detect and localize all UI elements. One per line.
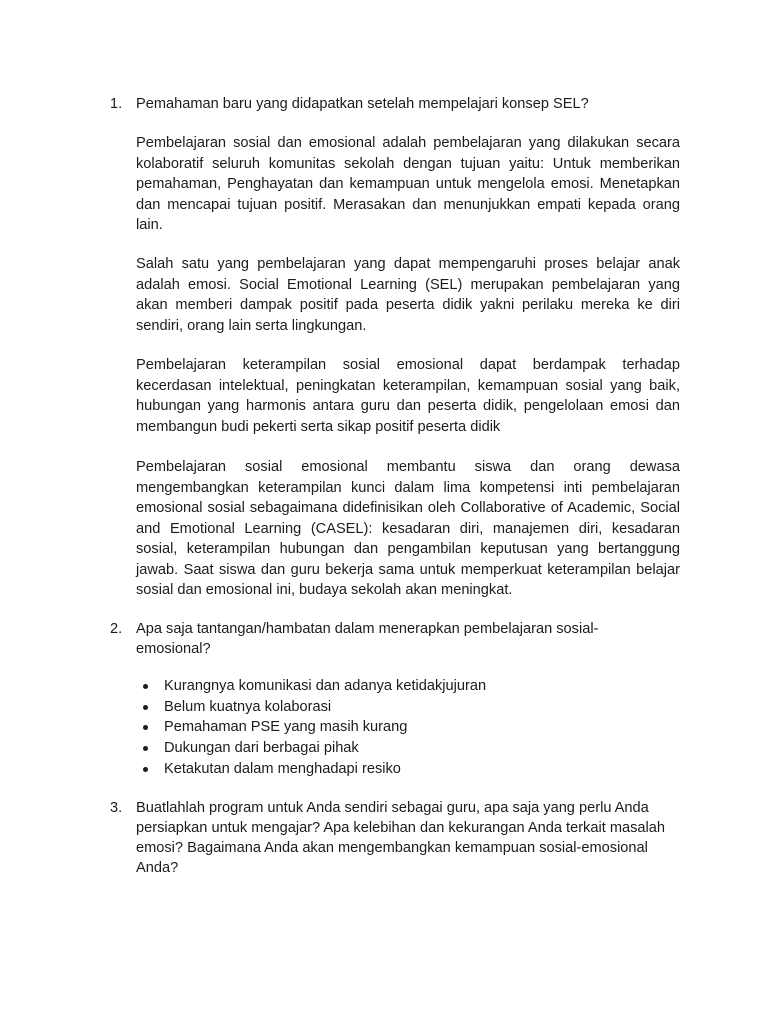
list-item-text: Dukungan dari berbagai pihak [164,740,359,757]
list-item [136,759,636,780]
question-number: 1. [110,96,123,112]
list-item [136,676,636,697]
list-item [136,697,636,718]
question-3 [110,798,680,878]
answer-paragraph-3: Pembelajaran keterampilan sosial emosional dapat berdampak terhadap kecerdasan intelektual, peningkatan keterampilan, kemampuan sosial yang baik, hubungan yang harmonis antara guru dan peserta didik, pengelolaan emosi dan membangun budi pekerti serta sikap positif peserta didik [136,357,680,435]
bullet-icon [143,767,148,772]
bullet-icon [143,684,148,689]
answer-paragraph-1: Pembelajaran sosial dan emosional adalah pembelajaran yang dilakukan secara kolaboratif seluruh komunitas sekolah dengan tujuan yaitu: Untuk memberikan pemahaman, Penghayatan dan kemampuan untuk mengelola emosi. Menetapkan dan mencapai tujuan positif. Merasakan dan menunjukkan empati kepada orang lain. [136,135,680,233]
challenges-list [136,676,636,779]
question-text: Apa saja tantangan/hambatan dalam menerapkan pembelajaran sosial-emosional? [136,621,599,657]
answer-paragraph-2: Salah satu yang pembelajaran yang dapat mempengaruhi proses belajar anak adalah emosi. Social Emotional Learning (SEL) merupakan pembelajaran yang akan memberi dampak positif pada peserta didik yakni perilaku mereka ke diri sendiri, orang lain serta lingkungan. [136,256,680,334]
bullet-icon [143,725,148,730]
list-item [136,738,636,759]
list-item-text: Belum kuatnya kolaborasi [164,698,332,715]
answer-paragraph-4: Pembelajaran sosial emosional membantu siswa dan orang dewasa mengembangkan keterampilan kunci dalam lima kompetensi inti pembelajaran emosional sosial sebagaimana didefinisikan oleh Collaborative of Academic, Social and Emotional Learning (CASEL): kesadaran diri, manajemen diri, kesadaran sosial, keterampilan hubungan dan pengambilan keputusan yang bertanggung jawab. Saat siswa dan guru bekerja sama untuk memperkuat keterampilan belajar sosial dan emosional ini, budaya sekolah akan meningkat. [136,459,680,598]
list-item [136,717,636,738]
list-item-text: Ketakutan dalam menghadapi resiko [164,760,401,777]
bullet-icon [143,705,148,710]
question-text: Pemahaman baru yang didapatkan setelah mempelajari konsep SEL? [136,96,589,112]
question-2 [110,619,680,659]
question-number: 3. [110,800,123,816]
list-item-text: Pemahaman PSE yang masih kurang [164,719,408,736]
bullet-icon [143,746,148,751]
question-text: Buatlahlah program untuk Anda sendiri sebagai guru, apa saja yang perlu Anda persiapkan untuk mengajar? Apa kelebihan dan kekurangan Anda terkait masalah emosi? Bagaimana Anda akan mengembangkan kemampuan sosial-emosional Anda? [136,800,665,876]
list-item-text: Kurangnya komunikasi dan adanya ketidakjujuran [164,678,487,694]
question-1 [110,94,680,114]
question-number: 2. [110,621,123,637]
